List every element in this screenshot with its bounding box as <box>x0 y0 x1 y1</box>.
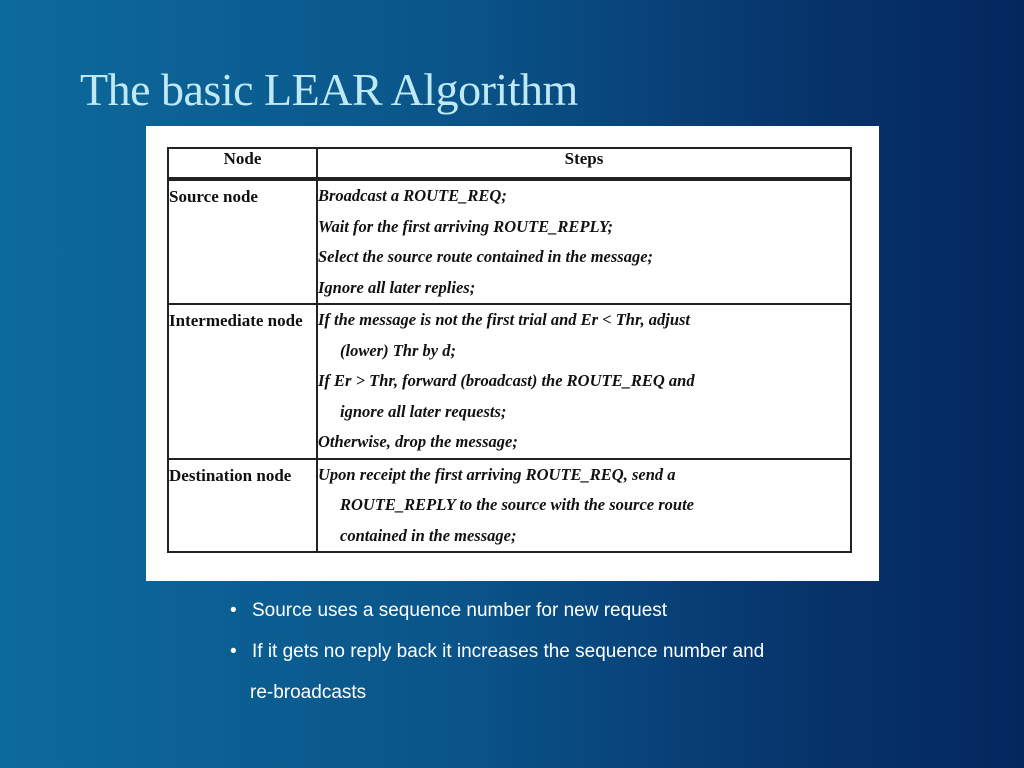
bullet-icon: • <box>230 641 237 662</box>
step-line: Otherwise, drop the message; <box>318 432 518 451</box>
table-header-row <box>168 148 851 179</box>
step-line: Broadcast a ROUTE_REQ; <box>318 186 507 205</box>
step-line: Ignore all later replies; <box>318 277 476 297</box>
header-node: Node <box>168 148 317 179</box>
node-intermediate: Intermediate node <box>168 304 317 459</box>
step-line: contained in the message; <box>340 525 517 545</box>
table-row-destination <box>168 459 851 553</box>
lear-steps-table <box>167 147 852 553</box>
bullet-item <box>230 631 764 672</box>
step-line: (lower) Thr by d; <box>340 340 456 360</box>
steps-intermediate <box>317 304 851 459</box>
step-line: ignore all later requests; <box>340 401 507 421</box>
steps-destination <box>317 459 851 553</box>
bullet-item <box>230 590 764 631</box>
step-line: If Er > Thr, forward (broadcast) the ROUTE_REQ and <box>318 371 695 390</box>
step-line: Wait for the first arriving ROUTE_REPLY; <box>318 216 614 236</box>
table-row-source <box>168 179 851 304</box>
bullet-list <box>230 590 764 713</box>
step-line: ROUTE_REPLY to the source with the source route <box>340 495 695 514</box>
step-line: Upon receipt the first arriving ROUTE_REQ, send a <box>318 464 676 484</box>
bullet-continuation: re-broadcasts <box>250 682 367 703</box>
step-line: If the message is not the first trial and Er < Thr, adjust <box>318 310 691 329</box>
steps-source <box>317 179 851 304</box>
bullet-text: If it gets no reply back it increases the sequence number and <box>252 641 765 662</box>
lear-algorithm-table-figure <box>146 126 879 581</box>
header-steps: Steps <box>317 148 851 179</box>
node-source: Source node <box>168 179 317 304</box>
table-row-intermediate <box>168 304 851 459</box>
bullet-icon: • <box>230 600 237 621</box>
bullet-text: Source uses a sequence number for new request <box>252 600 668 621</box>
slide-title: The basic LEAR Algorithm <box>80 64 578 115</box>
step-line: Select the source route contained in the message; <box>318 247 654 266</box>
node-destination: Destination node <box>168 459 317 553</box>
